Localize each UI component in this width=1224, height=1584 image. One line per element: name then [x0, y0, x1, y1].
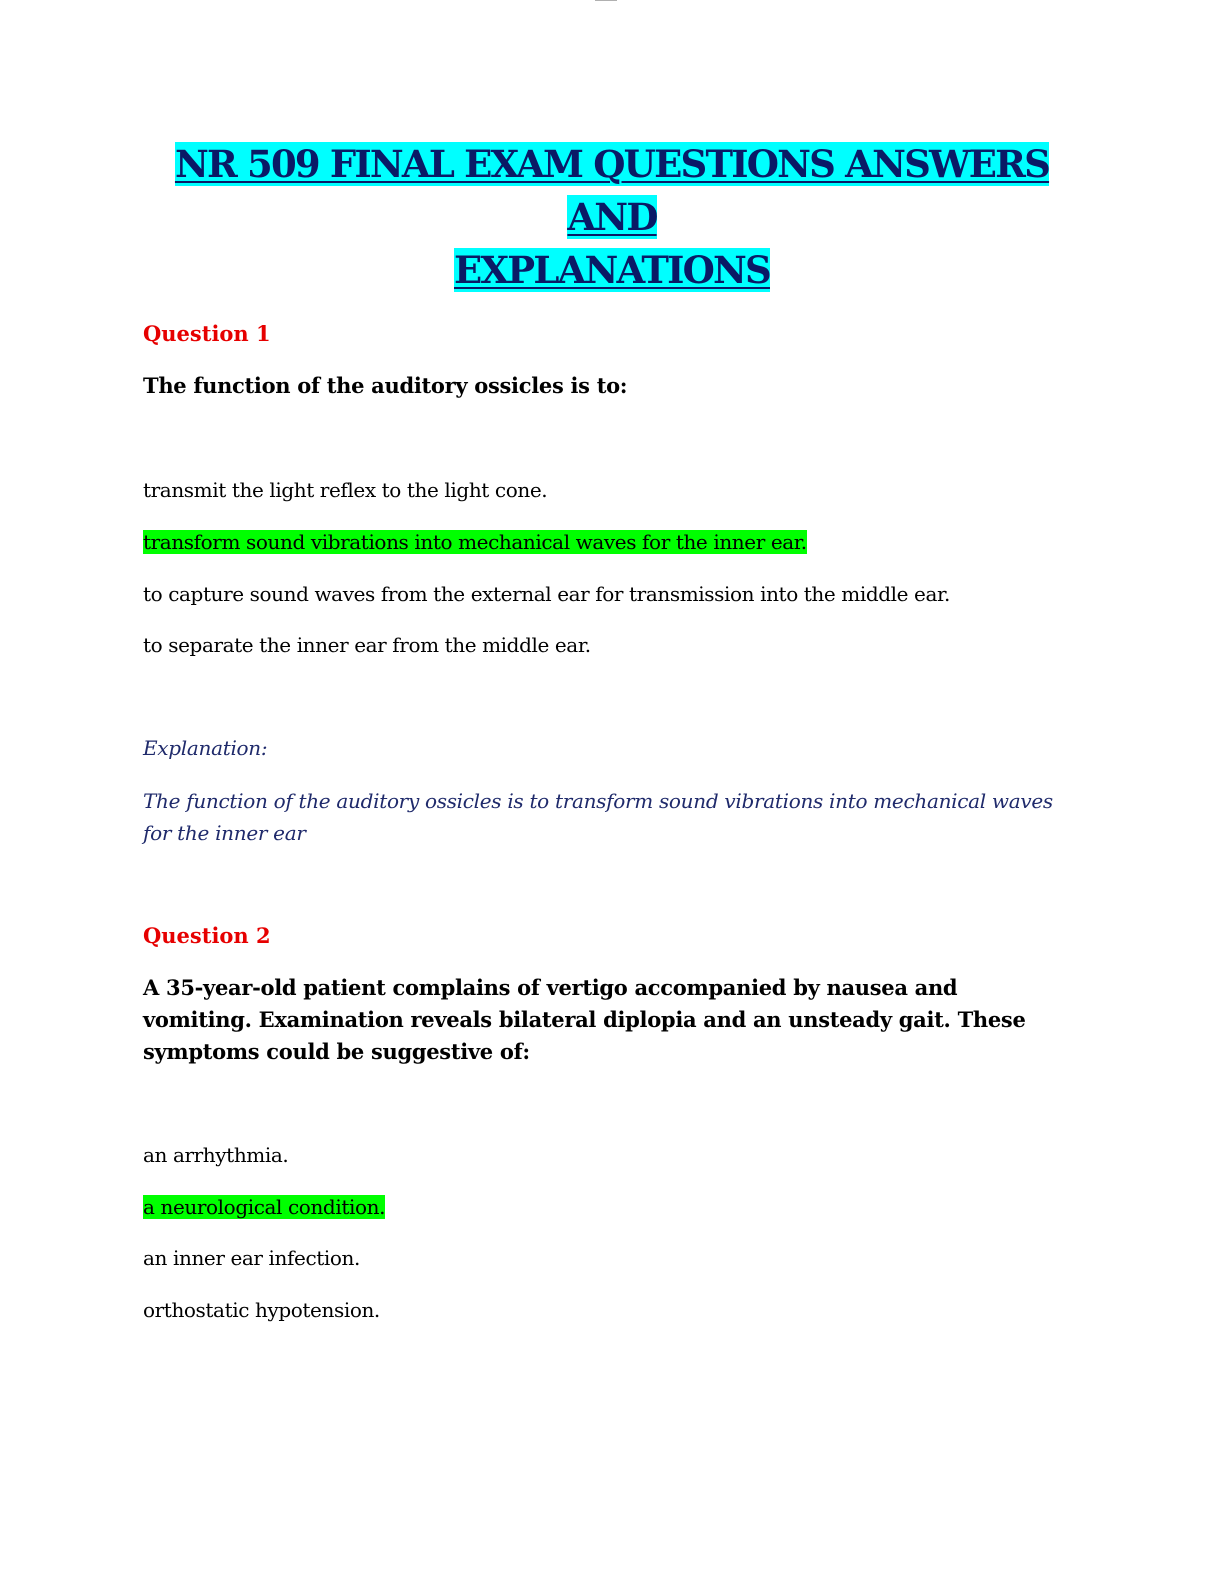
question-1-option-b-correct	[143, 528, 1063, 556]
question-1-option-a	[143, 476, 1063, 504]
page-header-mark	[595, 0, 617, 4]
question-1-text: The function of the auditory ossicles is to:	[143, 373, 628, 398]
question-1-option-c	[143, 580, 1063, 608]
question-2-label: Question 2	[143, 923, 271, 948]
question-1-option-d	[143, 631, 1063, 659]
question-1-explanation-text: The function of the auditory ossicles is to transform sound vibrations into mechanical waves for the inner ear	[143, 789, 1053, 845]
option-text: a neurological condition.	[143, 1195, 386, 1219]
title-line-1: NR 509 FINAL EXAM QUESTIONS ANSWERS AND	[174, 142, 1050, 239]
question-1-label: Question 1	[143, 321, 271, 346]
document-title	[143, 138, 1081, 297]
option-text: an arrhythmia.	[143, 1143, 289, 1167]
question-1-explanation-label: Explanation:	[143, 736, 268, 760]
option-text: orthostatic hypotension.	[143, 1298, 380, 1322]
option-text: an inner ear infection.	[143, 1246, 360, 1270]
question-2-text: A 35-year-old patient complains of vertigo accompanied by nausea and vomiting. Examination reveals bilateral diplopia and an unsteady gait. These symptoms could be suggestive of:	[143, 975, 1026, 1064]
option-text: to separate the inner ear from the middle ear.	[143, 633, 591, 657]
option-text: transmit the light reflex to the light cone.	[143, 478, 548, 502]
question-2-option-b-correct	[143, 1193, 1063, 1221]
question-2-option-c	[143, 1244, 1063, 1272]
question-2-option-a	[143, 1141, 1063, 1169]
question-2-option-d	[143, 1296, 1063, 1324]
option-text: to capture sound waves from the external ear for transmission into the middle ear.	[143, 582, 950, 606]
option-text: transform sound vibrations into mechanical waves for the inner ear.	[143, 530, 807, 554]
title-line-2: EXPLANATIONS	[454, 248, 770, 292]
